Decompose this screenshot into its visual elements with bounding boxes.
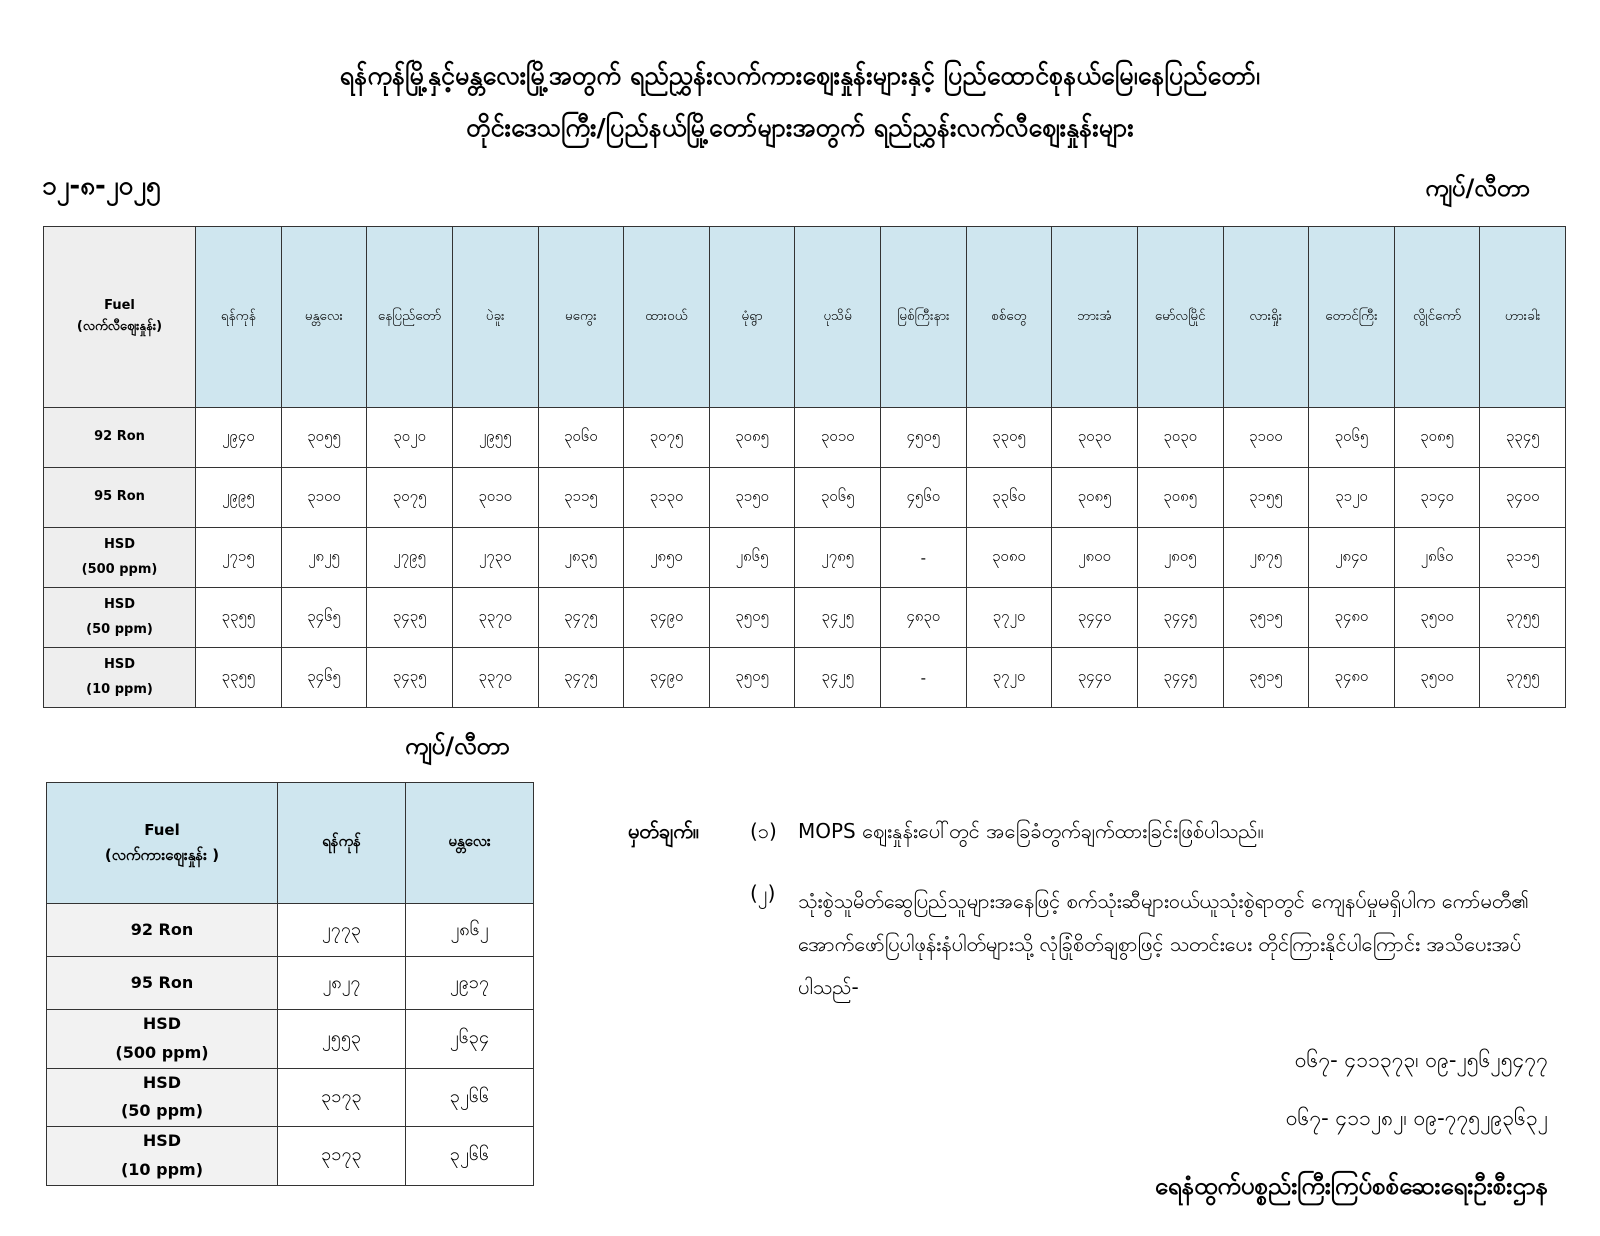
retail-price-cell: ၃၀၈၅ bbox=[1394, 408, 1480, 468]
retail-price-cell: ၃၃၄၅ bbox=[1480, 408, 1566, 468]
retail-city-header: မြစ်ကြီးနား bbox=[881, 227, 967, 408]
retail-price-cell: ၃၄၉၀ bbox=[624, 648, 710, 708]
retail-price-cell: ၃၀၇၅ bbox=[624, 408, 710, 468]
retail-table-row bbox=[44, 408, 1566, 468]
retail-price-cell: ၃၄၈၀ bbox=[1309, 648, 1395, 708]
retail-price-cell: ၂၈၂၅ bbox=[281, 528, 367, 588]
wholesale-unit-label: ကျပ်/လီတာ bbox=[405, 732, 510, 760]
retail-price-cell: ၃၄၉၀ bbox=[624, 588, 710, 648]
wholesale-fuel-type-cell bbox=[47, 1068, 278, 1127]
retail-fuel-header-line1: Fuel bbox=[104, 298, 135, 314]
retail-price-cell: ၃၃၆၀ bbox=[966, 468, 1052, 528]
retail-fuel-type-cell bbox=[44, 528, 196, 588]
retail-table-row bbox=[44, 588, 1566, 648]
retail-price-cell: - bbox=[881, 648, 967, 708]
retail-city-header: စစ်တွေ bbox=[966, 227, 1052, 408]
retail-price-cell: ၂၇၃၀ bbox=[452, 528, 538, 588]
retail-price-cell: ၃၄၄၀ bbox=[1052, 588, 1138, 648]
retail-price-cell: ၃၄၄၅ bbox=[1137, 588, 1223, 648]
retail-fuel-type-spec: (10 ppm) bbox=[86, 681, 153, 697]
retail-fuel-type-cell bbox=[44, 408, 196, 468]
wholesale-table-row bbox=[47, 904, 534, 957]
retail-price-cell: ၂၈၆၅ bbox=[709, 528, 795, 588]
wholesale-fuel-type-name: 92 Ron bbox=[130, 919, 194, 939]
retail-price-cell: ၃၄၆၅ bbox=[281, 588, 367, 648]
retail-city-header: လားရှိုး bbox=[1223, 227, 1309, 408]
retail-price-cell: ၂၉၄၀ bbox=[196, 408, 282, 468]
note-2-text: သုံးစွဲသူမိတ်ဆွေပြည်သူများအနေဖြင့် စက်သုံးဆီများဝယ်ယူသုံးစွဲရာတွင် ကျေနပ်မှုမရှိပါက ကော်မတီ၏ အောက်ဖော်ပြပါဖုန်းနံပါတ်များသို့ လုံခြုံစိတ်ချစွာဖြင့် သတင်းပေး တိုင်ကြားနိုင်ပါကြောင်း အသိပေးအပ်ပါသည်- bbox=[798, 889, 1530, 999]
retail-fuel-type-cell bbox=[44, 648, 196, 708]
retail-city-header: ရန်ကုန် bbox=[196, 227, 282, 408]
note-1-text: MOPS ဈေးနှုန်းပေါ်တွင် အခြေခံတွက်ချက်ထားခြင်းဖြစ်ပါသည်။ bbox=[798, 819, 1264, 843]
wholesale-fuel-header bbox=[47, 783, 278, 904]
retail-price-cell: ၂၉၅၅ bbox=[452, 408, 538, 468]
retail-price-cell: ၃၄၂၅ bbox=[795, 648, 881, 708]
retail-price-cell: ၃၀၂၀ bbox=[367, 408, 453, 468]
retail-price-cell: ၃၅၁၅ bbox=[1223, 588, 1309, 648]
page-title-line2: တိုင်းဒေသကြီး/ပြည်နယ်မြို့တော်များအတွက် ရည်ညွှန်းလက်လီဈေးနှုန်းများ bbox=[466, 113, 1134, 142]
notes-label: မှတ်ချက်။ bbox=[628, 819, 699, 843]
wholesale-price-cell: ၃၁၇၃ bbox=[278, 1127, 406, 1186]
retail-price-cell: ၂၇၁၅ bbox=[196, 528, 282, 588]
retail-fuel-type-name: 95 Ron bbox=[94, 489, 145, 505]
wholesale-fuel-header-line1: Fuel bbox=[144, 820, 180, 839]
retail-price-cell: ၃၁၀၀ bbox=[281, 468, 367, 528]
retail-price-cell: ၃၀၆၅ bbox=[795, 468, 881, 528]
retail-fuel-type-name: HSD bbox=[103, 596, 136, 612]
retail-price-cell: ၂၈၀၅ bbox=[1137, 528, 1223, 588]
retail-fuel-type-spec: (500 ppm) bbox=[81, 561, 158, 577]
wholesale-price-cell: ၂၈၆၂ bbox=[406, 904, 534, 957]
retail-price-cell: ၃၅၀၀ bbox=[1394, 588, 1480, 648]
retail-price-cell: ၃၀၇၅ bbox=[367, 468, 453, 528]
retail-city-header: မန္တလေး bbox=[281, 227, 367, 408]
wholesale-price-cell: ၂၆၃၄ bbox=[406, 1010, 534, 1069]
wholesale-fuel-type-cell bbox=[47, 1010, 278, 1069]
retail-city-header: နေပြည်တော် bbox=[367, 227, 453, 408]
retail-price-cell: ၃၇၅၅ bbox=[1480, 588, 1566, 648]
phone-numbers-1: ၀၆၇- ၄၁၁၃၇၃၊ ၀၉-၂၅၆၂၅၄၇၇ bbox=[1294, 1048, 1548, 1072]
retail-fuel-header bbox=[44, 227, 196, 408]
phone-numbers-2: ၀၆၇- ၄၁၁၂၈၂၊ ၀၉-၇၇၅၂၉၃၆၃၂ bbox=[1285, 1106, 1548, 1130]
retail-city-header: မော်လမြိုင် bbox=[1137, 227, 1223, 408]
retail-price-cell: ၃၅၁၅ bbox=[1223, 648, 1309, 708]
retail-price-cell: ၃၄၇၅ bbox=[538, 588, 624, 648]
wholesale-fuel-type-cell bbox=[47, 957, 278, 1010]
wholesale-price-table bbox=[46, 782, 534, 1186]
retail-price-cell: ၃၀၁၀ bbox=[452, 468, 538, 528]
wholesale-fuel-type-name: HSD bbox=[142, 1131, 182, 1151]
retail-city-header: လွိုင်ကော် bbox=[1394, 227, 1480, 408]
retail-price-cell: ၃၄၄၅ bbox=[1137, 648, 1223, 708]
retail-price-cell: ၄၅၀၅ bbox=[881, 408, 967, 468]
retail-price-cell: ၃၀၆၅ bbox=[1309, 408, 1395, 468]
wholesale-price-cell: ၃၂၆၆ bbox=[406, 1068, 534, 1127]
wholesale-table-row bbox=[47, 1010, 534, 1069]
retail-price-cell: ၃၃၇၀ bbox=[452, 588, 538, 648]
retail-price-cell: ၃၄၃၅ bbox=[367, 648, 453, 708]
retail-price-cell: ၂၉၉၅ bbox=[196, 468, 282, 528]
retail-city-header: ဟားခါး bbox=[1480, 227, 1566, 408]
retail-price-cell: ၃၇၅၅ bbox=[1480, 648, 1566, 708]
wholesale-fuel-type-cell bbox=[47, 1127, 278, 1186]
wholesale-fuel-type-name: 95 Ron bbox=[130, 972, 194, 992]
retail-price-cell: ၃၇၂၀ bbox=[966, 588, 1052, 648]
wholesale-table-row bbox=[47, 957, 534, 1010]
wholesale-price-cell: ၂၅၅၃ bbox=[278, 1010, 406, 1069]
retail-price-cell: ၂၈၅၀ bbox=[624, 528, 710, 588]
wholesale-price-cell: ၃၂၆၆ bbox=[406, 1127, 534, 1186]
retail-price-cell: ၃၄၃၅ bbox=[367, 588, 453, 648]
retail-price-cell: ၃၁၁၅ bbox=[1480, 528, 1566, 588]
retail-price-cell: ၂၈၆၀ bbox=[1394, 528, 1480, 588]
wholesale-table-row bbox=[47, 1068, 534, 1127]
retail-price-cell: ၃၀၃၀ bbox=[1052, 408, 1138, 468]
retail-price-cell: ၃၀၈၀ bbox=[966, 528, 1052, 588]
retail-price-cell: ၃၀၃၀ bbox=[1137, 408, 1223, 468]
retail-price-cell: ၃၄၈၀ bbox=[1309, 588, 1395, 648]
retail-price-cell: ၃၃၀၅ bbox=[966, 408, 1052, 468]
retail-price-cell: ၃၀၈၅ bbox=[1052, 468, 1138, 528]
retail-price-cell: ၃၁၁၅ bbox=[538, 468, 624, 528]
retail-price-cell: ၃၁၃၀ bbox=[624, 468, 710, 528]
retail-fuel-type-cell bbox=[44, 588, 196, 648]
wholesale-fuel-type-spec: (500 ppm) bbox=[115, 1042, 209, 1062]
retail-price-cell: ၃၁၀၀ bbox=[1223, 408, 1309, 468]
retail-price-cell: ၂၇၉၅ bbox=[367, 528, 453, 588]
retail-price-cell: ၃၁၄၀ bbox=[1394, 468, 1480, 528]
retail-price-cell: ၄၅၆၀ bbox=[881, 468, 967, 528]
retail-price-cell: ၃၀၁၀ bbox=[795, 408, 881, 468]
department-name: ရေနံထွက်ပစ္စည်းကြီးကြပ်စစ်ဆေးရေးဦးစီးဌာန bbox=[1154, 1172, 1548, 1200]
retail-city-header: မုံရွာ bbox=[709, 227, 795, 408]
wholesale-price-cell: ၂၈၂၇ bbox=[278, 957, 406, 1010]
retail-price-cell: ၃၄၇၅ bbox=[538, 648, 624, 708]
retail-city-header: ပုသိမ် bbox=[795, 227, 881, 408]
note-1-number: (၁) bbox=[750, 819, 777, 843]
wholesale-price-cell: ၂၉၁၇ bbox=[406, 957, 534, 1010]
note-2-number: (၂) bbox=[750, 881, 776, 905]
retail-table-row bbox=[44, 648, 1566, 708]
retail-price-cell: ၃၄၀၀ bbox=[1480, 468, 1566, 528]
wholesale-fuel-type-spec: (50 ppm) bbox=[120, 1101, 204, 1121]
retail-price-cell: ၃၁၅၀ bbox=[709, 468, 795, 528]
retail-fuel-type-spec: (50 ppm) bbox=[86, 621, 153, 637]
wholesale-fuel-type-name: HSD bbox=[142, 1014, 182, 1033]
wholesale-fuel-type-name: HSD bbox=[142, 1072, 182, 1092]
wholesale-price-cell: ၂၇၇၃ bbox=[278, 904, 406, 957]
retail-city-header: တောင်ကြီး bbox=[1309, 227, 1395, 408]
retail-price-cell: ၂၈၀၀ bbox=[1052, 528, 1138, 588]
retail-price-cell: ၃၄၄၀ bbox=[1052, 648, 1138, 708]
retail-price-cell: ၂၈၄၀ bbox=[1309, 528, 1395, 588]
wholesale-city-header: မန္တလေး bbox=[406, 783, 534, 904]
retail-fuel-type-name: HSD bbox=[103, 536, 136, 552]
retail-city-header: ဘားအံ bbox=[1052, 227, 1138, 408]
retail-price-cell: ၃၀၈၅ bbox=[1137, 468, 1223, 528]
wholesale-city-header: ရန်ကုန် bbox=[278, 783, 406, 904]
retail-price-cell: ၄၈၃၀ bbox=[881, 588, 967, 648]
retail-city-header: မကွေး bbox=[538, 227, 624, 408]
retail-price-cell: ၃၅၀၀ bbox=[1394, 648, 1480, 708]
retail-price-table bbox=[43, 226, 1566, 708]
retail-fuel-type-name: 92 Ron bbox=[94, 429, 145, 445]
wholesale-fuel-type-spec: (10 ppm) bbox=[120, 1159, 204, 1179]
retail-unit-label: ကျပ်/လီတာ bbox=[1425, 174, 1530, 202]
retail-price-cell: ၃၁၂၀ bbox=[1309, 468, 1395, 528]
wholesale-price-cell: ၃၁၇၃ bbox=[278, 1068, 406, 1127]
retail-price-cell: ၃၃၅၅ bbox=[196, 588, 282, 648]
retail-price-cell: ၃၄၂၅ bbox=[795, 588, 881, 648]
retail-table-row bbox=[44, 528, 1566, 588]
retail-price-cell: ၃၄၆၅ bbox=[281, 648, 367, 708]
retail-price-cell: ၂၇၈၅ bbox=[795, 528, 881, 588]
retail-city-header: ထားဝယ် bbox=[624, 227, 710, 408]
retail-fuel-header-line2: (လက်လီဈေးနှုန်း) bbox=[76, 319, 163, 334]
retail-price-cell: ၃၃၇၀ bbox=[452, 648, 538, 708]
retail-price-cell: ၃၇၂၀ bbox=[966, 648, 1052, 708]
retail-table-row bbox=[44, 468, 1566, 528]
retail-price-cell: ၃၁၅၅ bbox=[1223, 468, 1309, 528]
wholesale-fuel-type-cell bbox=[47, 904, 278, 957]
date-label: ၁၂-၈-၂၀၂၅ bbox=[42, 171, 161, 201]
wholesale-fuel-header-line2: (လက်ကားဈေးနှုန်း ) bbox=[104, 846, 220, 864]
retail-price-cell: ၂၈၃၅ bbox=[538, 528, 624, 588]
note-1 bbox=[750, 818, 1264, 848]
retail-fuel-type-cell bbox=[44, 468, 196, 528]
retail-price-cell: - bbox=[881, 528, 967, 588]
retail-price-cell: ၃၀၅၅ bbox=[281, 408, 367, 468]
retail-price-cell: ၃၅၀၅ bbox=[709, 648, 795, 708]
retail-price-cell: ၃၀၆၀ bbox=[538, 408, 624, 468]
retail-fuel-type-name: HSD bbox=[103, 656, 136, 672]
retail-price-cell: ၃၀၈၅ bbox=[709, 408, 795, 468]
wholesale-table-row bbox=[47, 1127, 534, 1186]
retail-price-cell: ၃၅၀၅ bbox=[709, 588, 795, 648]
retail-price-cell: ၂၈၇၅ bbox=[1223, 528, 1309, 588]
retail-price-cell: ၃၃၅၅ bbox=[196, 648, 282, 708]
page-title-line1: ရန်ကုန်မြို့နှင့်မန္တလေးမြို့အတွက် ရည်ညွှန်းလက်ကားဈေးနှုန်းများနှင့် ပြည်ထောင်စုနယ်မြေ၊နေပြည်တော်၊ bbox=[339, 61, 1261, 90]
retail-city-header: ပဲခူး bbox=[452, 227, 538, 408]
